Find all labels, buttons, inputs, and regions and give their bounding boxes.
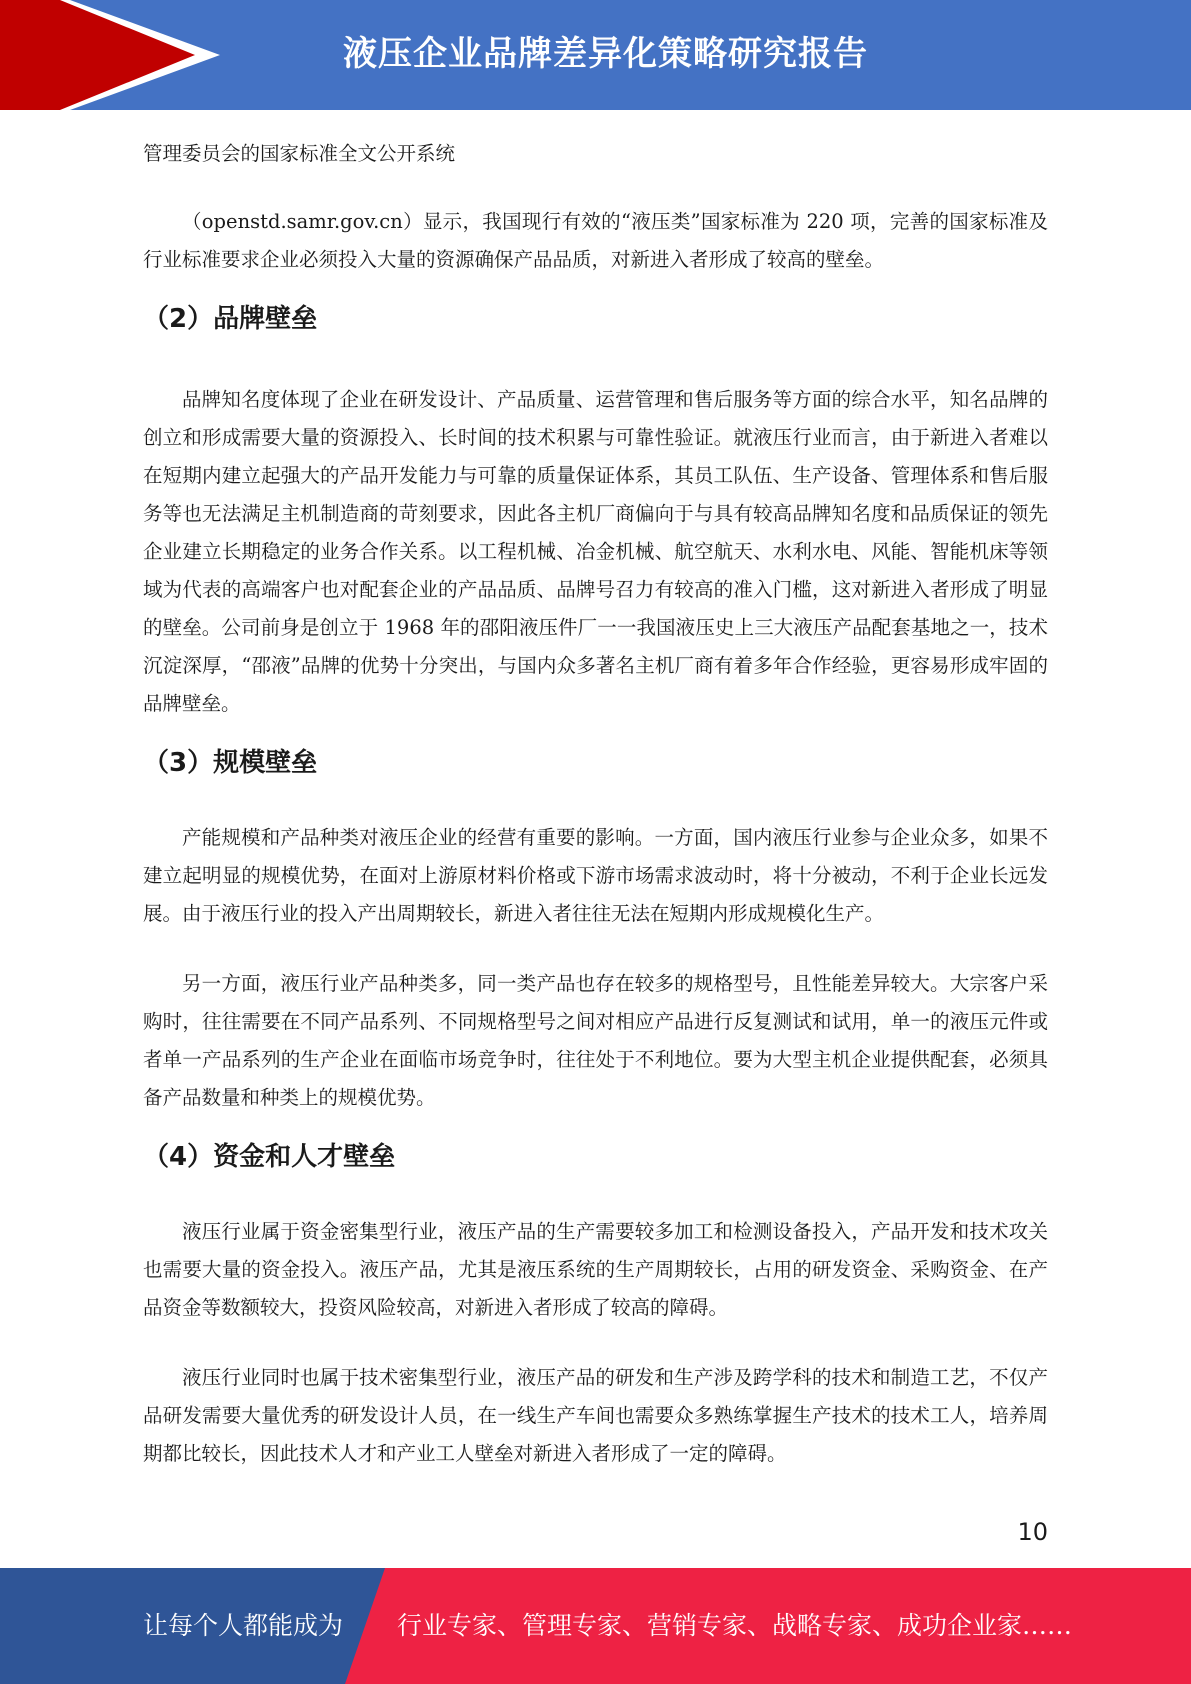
section-heading-capital-talent: （4）资金和人才壁垒 <box>143 1142 396 1172</box>
footer-slogan-right: 行业专家、管理专家、营销专家、战略专家、成功企业家…… <box>397 1611 1073 1640</box>
header-arrow <box>0 0 60 110</box>
paragraph-2: （openstd.samr.gov.cn）显示，我国现行有效的“液压类”国家标准为 220 项，完善的国家标准及行业标准要求企业必须投入大量的资源确保产品品质，对新进入者形成了较高的壁垒。 <box>143 210 1048 271</box>
paragraph-5: 另一方面，液压行业产品种类多，同一类产品也存在较多的规格型号，且性能差异较大。大宗客户采购时，往往需要在不同产品系列、不同规格型号之间对相应产品进行反复测试和试用，单一的液压元件或者单一产品系列的生产企业在面临市场竞争时，往往处于不利地位。要为大型主机企业提供配套，必须具备产品数量和种类上的规模优势。 <box>143 972 1048 1109</box>
section-heading-scale: （3）规模壁垒 <box>143 748 318 778</box>
paragraph-4: 产能规模和产品种类对液压企业的经营有重要的影响。一方面，国内液压行业参与企业众多，如果不建立起明显的规模优势，在面对上游原材料价格或下游市场需求波动时，将十分被动，不利于企业长远发展。由于液压行业的投入产出周期较长，新进入者往往无法在短期内形成规模化生产。 <box>143 826 1048 925</box>
section-heading-brand: （2）品牌壁垒 <box>143 304 318 334</box>
paragraph-3: 品牌知名度体现了企业在研发设计、产品质量、运营管理和售后服务等方面的综合水平，知名品牌的创立和形成需要大量的资源投入、长时间的技术积累与可靠性验证。就液压行业而言，由于新进入者难以在短期内建立起强大的产品开发能力与可靠的质量保证体系，其员工队伍、生产设备、管理体系和售后服务等也无法满足主机制造商的苛刻要求，因此各主机厂商偏向于与具有较高品牌知名度和品质保证的领先企业建立长期稳定的业务合作关系。以工程机械、冶金机械、航空航天、水利水电、风能、智能机床等领域为代表的高端客户也对配套企业的产品品质、品牌号召力有较高的准入门槛，这对新进入者形成了明显的壁垒。公司前身是创立于 1968 年的邵阳液压件厂一一我国液压史上三大液压产品配套基地之一，技术沉淀深厚，“邵液”品牌的优势十分突出，与国内众多著名主机厂商有着多年合作经验，更容易形成牢固的品牌壁垒。 <box>143 388 1048 715</box>
paragraph-1: 管理委员会的国家标准全文公开系统 <box>143 142 456 165</box>
paragraph-6: 液压行业属于资金密集型行业，液压产品的生产需要较多加工和检测设备投入，产品开发和技术攻关也需要大量的资金投入。液压产品，尤其是液压系统的生产周期较长，占用的研发资金、采购资金、在产品资金等数额较大，投资风险较高，对新进入者形成了较高的障碍。 <box>143 1220 1048 1319</box>
page-footer <box>0 1568 1191 1684</box>
footer-slogan-left: 让每个人都能成为 <box>143 1611 344 1640</box>
document-body <box>143 135 1048 1473</box>
page-header <box>0 0 1191 110</box>
paragraph-7: 液压行业同时也属于技术密集型行业，液压产品的研发和生产涉及跨学科的技术和制造工艺，不仅产品研发需要大量优秀的研发设计人员，在一线生产车间也需要众多熟练掌握生产技术的技术工人，培养周期都比较长，因此技术人才和产业工人壁垒对新进入者形成了一定的障碍。 <box>143 1366 1048 1465</box>
report-title: 液压企业品牌差异化策略研究报告 <box>343 34 868 74</box>
page-number: 10 <box>1017 1518 1048 1546</box>
